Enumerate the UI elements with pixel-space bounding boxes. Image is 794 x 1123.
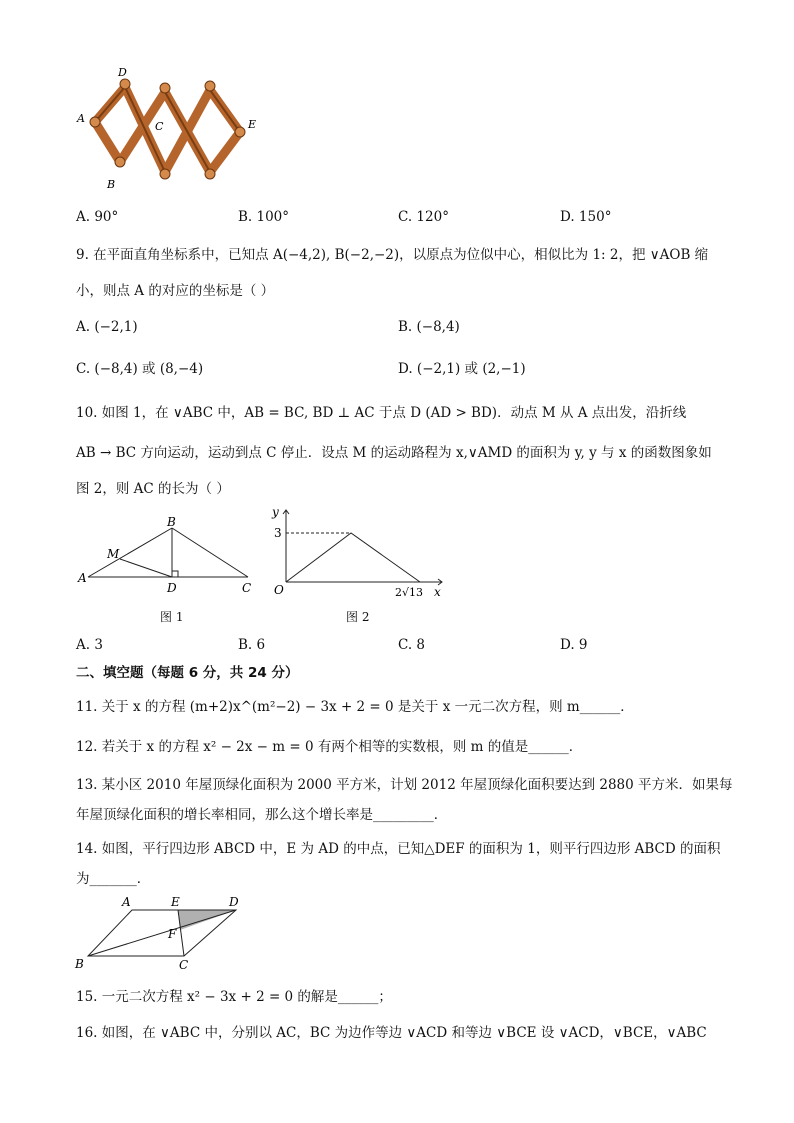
- label-c: C: [155, 120, 164, 133]
- q14-stem-line2: 为_______．: [76, 871, 151, 887]
- q10-option-c[interactable]: C. 8: [398, 637, 426, 653]
- q10-figure1-triangle: [76, 514, 266, 604]
- fig1-label-m: M: [107, 547, 120, 561]
- q10-stem-line3: 图 2，则 AC 的长为（ ）: [76, 481, 230, 497]
- q9-stem-line2: 小，则点 A 的对应的坐标是（ ）: [76, 283, 275, 299]
- fig1-label-b: B: [167, 515, 176, 529]
- fig2-label-o: O: [274, 583, 284, 597]
- q14-label-e: E: [171, 895, 180, 909]
- q11-stem: 11. 关于 x 的方程 (m+2)x^(m²−2) − 3x + 2 = 0 是关于 x 一元二次方程，则 m______．: [76, 699, 634, 715]
- q9-option-c[interactable]: C. (−8,4) 或 (8,−4): [76, 361, 204, 377]
- section-heading: 二、填空题（每题 6 分，共 24 分）: [76, 665, 299, 681]
- q10-figure2-graph: [262, 502, 452, 602]
- q9-stem-line1: 9. 在平面直角坐标系中，已知点 A(−4,2), B(−2,−2)，以原点为位似中心，相似比为 1: 2，把 ∨AOB 缩: [76, 247, 709, 263]
- fig2-label-2root13: 2√13: [395, 586, 424, 599]
- q12-stem: 12. 若关于 x 的方程 x² − 2x − m = 0 有两个相等的实数根，则 m 的值是______．: [76, 739, 583, 755]
- fig1-label-a: A: [78, 571, 87, 585]
- q14-parallelogram-figure: [74, 892, 254, 974]
- q10-option-a[interactable]: A. 3: [76, 637, 103, 653]
- q9-option-a[interactable]: A. (−2,1): [76, 319, 138, 335]
- q10-option-b[interactable]: B. 6: [238, 637, 266, 653]
- fig2-caption: 图 2: [346, 610, 370, 624]
- q16-stem: 16. 如图，在 ∨ABC 中，分别以 AC，BC 为边作等边 ∨ACD 和等边 ∨BCE 设 ∨ACD，∨BCE，∨ABC: [76, 1025, 707, 1041]
- q13-stem-line1: 13. 某小区 2010 年屋顶绿化面积为 2000 平方米，计划 2012 年屋顶绿化面积要达到 2880 平方米．如果每: [76, 777, 733, 793]
- fig1-caption: 图 1: [160, 610, 184, 624]
- q10-stem-line1: 10. 如图 1，在 ∨ABC 中，AB = BC, BD ⊥ AC 于点 D (AD > BD)．动点 M 从 A 点出发，沿折线: [76, 405, 687, 421]
- q14-label-c: C: [179, 958, 189, 972]
- fig2-label-3: 3: [274, 526, 282, 540]
- q10-option-d[interactable]: D. 9: [560, 637, 588, 653]
- q15-stem: 15. 一元二次方程 x² − 3x + 2 = 0 的解是______；: [76, 989, 392, 1005]
- q8-option-d[interactable]: D. 150°: [560, 209, 612, 225]
- q8-option-c[interactable]: C. 120°: [398, 209, 449, 225]
- label-b: B: [107, 178, 116, 191]
- fig2-label-y: y: [272, 505, 279, 519]
- label-e: E: [248, 118, 257, 131]
- label-a: A: [77, 112, 85, 125]
- q8-option-b[interactable]: B. 100°: [238, 209, 290, 225]
- fig1-label-d: D: [167, 581, 177, 595]
- q14-label-d: D: [229, 895, 239, 909]
- fig2-label-x: x: [434, 585, 441, 599]
- q14-label-b: B: [75, 957, 84, 971]
- q14-stem-line1: 14. 如图，平行四边形 ABCD 中，E 为 AD 的中点，已知△DEF 的面积为 1，则平行四边形 ABCD 的面积: [76, 841, 721, 857]
- q13-stem-line2: 年屋顶绿化面积的增长率相同，那么这个增长率是_________．: [76, 807, 448, 823]
- q8-option-a[interactable]: A. 90°: [76, 209, 119, 225]
- label-d: D: [118, 66, 127, 79]
- q9-option-d[interactable]: D. (−2,1) 或 (2,−1): [398, 361, 526, 377]
- q14-label-a: A: [122, 895, 131, 909]
- q14-label-f: F: [168, 927, 177, 941]
- q10-stem-line2: AB → BC 方向运动，运动到点 C 停止．设点 M 的运动路程为 x,∨AMD 的面积为 y, y 与 x 的函数图象如: [76, 445, 712, 461]
- q8-hanger-figure: [75, 62, 275, 192]
- fig1-label-c: C: [242, 581, 252, 595]
- q9-option-b[interactable]: B. (−8,4): [398, 319, 460, 335]
